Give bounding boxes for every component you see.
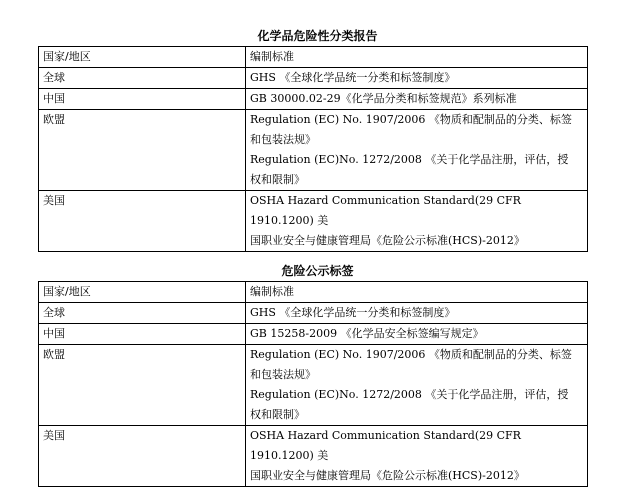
header-standard: 编制标准 [246,282,588,303]
standard-cell [246,89,588,110]
standard-line: 国职业安全与健康管理局《危险公示标准(HCS)-2012》 [250,234,525,247]
table-header-row [39,47,588,68]
country-cell: 全球 [39,303,246,324]
standard-cell [246,191,588,252]
table-row [39,303,588,324]
standards-table-classification [38,46,588,252]
standard-line: 权和限制》 [250,173,305,186]
country-cell: 欧盟 [39,110,246,191]
standard-line: 和包装法规》 [250,368,316,381]
standard-line: Regulation (EC) No. 1907/2006 《物质和配制品的分类、标签 [250,113,572,126]
standard-line: Regulation (EC)No. 1272/2008 《关于化学品注册，评估，授 [250,153,569,166]
standard-line: Regulation (EC) No. 1907/2006 《物质和配制品的分类、标签 [250,348,572,361]
table-row [39,89,588,110]
standard-line: 和包装法规》 [250,133,316,146]
standard-cell [246,110,588,191]
standard-line: OSHA Hazard Communication Standard(29 CFR 1910.1200) 美 [250,194,521,227]
section-title-hazard-label: 危险公示标签 [281,264,354,278]
standard-line: GHS 《全球化学品统一分类和标签制度》 [250,306,456,319]
section-title-classification-report: 化学品危险性分类报告 [257,29,378,43]
standard-line: GB 30000.02-29《化学品分类和标签规范》系列标准 [250,92,517,105]
header-country: 国家/地区 [39,47,246,68]
standard-line: 国职业安全与健康管理局《危险公示标准(HCS)-2012》 [250,469,525,482]
standard-line: GHS 《全球化学品统一分类和标签制度》 [250,71,456,84]
standard-cell [246,324,588,345]
table-row [39,110,588,191]
standard-cell [246,68,588,89]
table-row [39,68,588,89]
table-row [39,345,588,426]
header-standard: 编制标准 [246,47,588,68]
country-cell: 中国 [39,324,246,345]
standard-line: GB 15258-2009 《化学品安全标签编写规定》 [250,327,484,340]
standard-line: Regulation (EC)No. 1272/2008 《关于化学品注册，评估，授 [250,388,569,401]
country-cell: 美国 [39,191,246,252]
standard-cell [246,303,588,324]
standards-table-labeling [38,281,588,487]
country-cell: 美国 [39,426,246,487]
standard-line: OSHA Hazard Communication Standard(29 CFR 1910.1200) 美 [250,429,521,462]
table-row [39,191,588,252]
standard-line: 权和限制》 [250,408,305,421]
country-cell: 全球 [39,68,246,89]
table-header-row [39,282,588,303]
country-cell: 中国 [39,89,246,110]
standard-cell [246,345,588,426]
header-country: 国家/地区 [39,282,246,303]
country-cell: 欧盟 [39,345,246,426]
standard-cell [246,426,588,487]
table-row [39,426,588,487]
table-row [39,324,588,345]
